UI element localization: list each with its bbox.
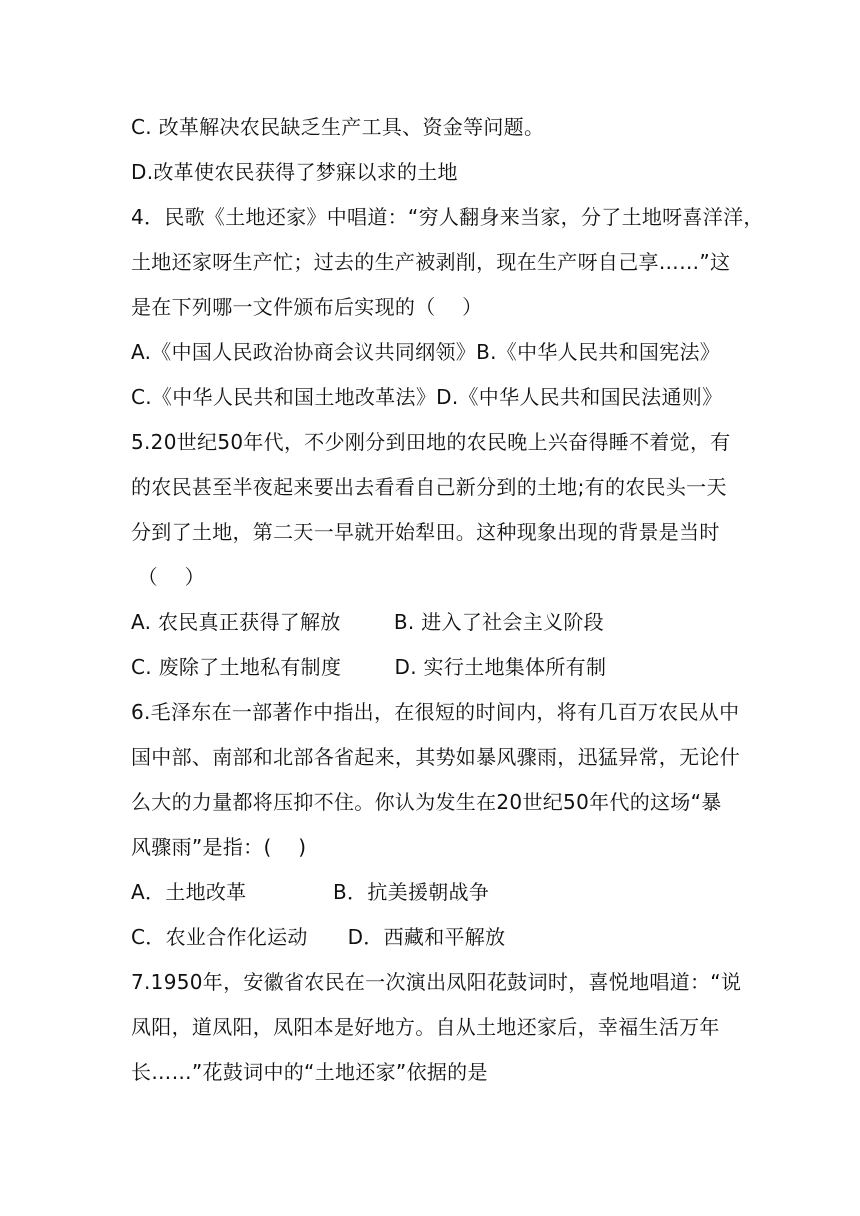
question-6-line-1: 6.毛泽东在一部著作中指出，在很短的时间内，将有几百万农民从中 [131, 700, 740, 724]
option-c-q3: C. 改革解决农民缺乏生产工具、资金等问题。 [131, 115, 545, 139]
question-5-line-2: 的农民甚至半夜起来要出去看看自己新分到的土地;有的农民头一天 [131, 475, 727, 499]
question-6-line-4: 风骤雨”是指：( ) [131, 835, 307, 859]
question-7-line-1: 7.1950年，安徽省农民在一次演出凤阳花鼓词时，喜悦地唱道：“说 [131, 970, 742, 994]
question-6-line-2: 国中部、南部和北部各省起来，其势如暴风骤雨，迅猛异常，无论什 [131, 745, 740, 769]
question-5-answer-blank: （ ） [131, 565, 205, 589]
question-4-options-cd: C.《中华人民共和国土地改革法》D.《中华人民共和国民法通则》 [131, 385, 723, 409]
question-5-line-3: 分到了土地，第二天一早就开始犁田。这种现象出现的背景是当时 [131, 520, 720, 544]
question-5-options-ab: A. 农民真正获得了解放 B. 进入了社会主义阶段 [131, 610, 604, 634]
question-6-line-3: 么大的力量都将压抑不住。你认为发生在20世纪50年代的这场“暴 [131, 790, 722, 814]
question-4-line-2: 土地还家呀生产忙；过去的生产被剥削，现在生产呀自己享……”这 [131, 250, 731, 274]
question-6-options-ab: A．土地改革 B．抗美援朝战争 [131, 880, 490, 904]
question-5-options-cd: C. 废除了土地私有制度 D. 实行土地集体所有制 [131, 655, 607, 679]
option-d-q3: D.改革使农民获得了梦寐以求的土地 [131, 160, 458, 184]
question-7-line-3: 长……”花鼓词中的“土地还家”依据的是 [131, 1060, 488, 1084]
question-6-options-cd: C．农业合作化运动 D．西藏和平解放 [131, 925, 506, 949]
question-5-line-1: 5.20世纪50年代，不少刚分到田地的农民晚上兴奋得睡不着觉，有 [131, 430, 731, 454]
question-4-line-3: 是在下列哪一文件颁布后实现的（ ） [131, 295, 483, 319]
question-4-options-ab: A.《中国人民政治协商会议共同纲领》B.《中华人民共和国宪法》 [131, 340, 721, 364]
question-7-line-2: 凤阳，道凤阳，凤阳本是好地方。自从土地还家后，幸福生活万年 [131, 1015, 720, 1039]
question-4-line-1: 4．民歌《土地还家》中唱道：“穷人翻身来当家，分了土地呀喜洋洋， [131, 205, 764, 229]
